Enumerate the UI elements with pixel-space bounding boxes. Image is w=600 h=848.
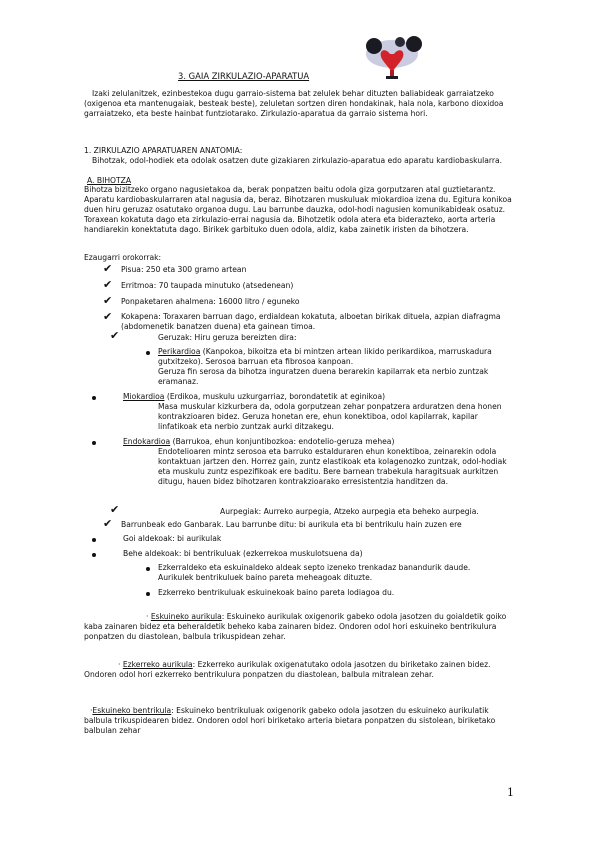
features-label: Ezaugarri orokorrak: [84,253,162,262]
geruzak-label: Geruzak: Hiru geruza bereizten dira: [158,333,297,342]
perikardioa-text: (Kanpokoa, bikoitza eta bi mintzen artean likido perikardikoa, marruskadura gutxitzeko). Serosoa barruan eta fibrosoa kanpoan. [158,347,492,366]
check-icon: ✔ [103,517,113,530]
miokardioa-item [123,392,385,402]
heart-clipart-icon [362,32,426,82]
perikardioa-term: Perikardioa [158,347,201,356]
check-icon: ✔ [103,278,113,291]
page-title: 3. GAIA ZIRKULAZIO-APARATUA [178,71,310,81]
paragraph-text: : Eskuineko bentrikuluak oxigenorik gabeko odola jasotzen du eskuineko aurikulatik balbula trikuspidearen bidez. Ondoren odol hori biriketako arteria bietara ponpatzen du sistolean, biriketako balbulan zehar [84,706,496,735]
bullet-icon [92,441,96,445]
eskuineko-bentrikula-paragraph [84,706,514,736]
miokardioa-detail: Masa muskular kizkurbera da, odola gorputzean zehar ponpatzera arduratzen dena honen kontrakzioaren bidez. Geruza honetan ere, ehun konektiboa, odol kapilarrak, kapilar linfatikoak eta nerbio zuntzak aurki ditzakegu. [158,402,502,431]
check-icon: ✔ [103,262,113,275]
endokardioa-text: (Barrukoa, ehun konjuntibozkoa: endotelio-geruza mehea) [170,437,395,446]
feature-item: Pisua: 250 eta 300 gramo artean [121,265,247,274]
paragraph-prefix: · [118,660,123,669]
behe-sub-item: Ezkerreko bentrikuluak eskuinekoak baino pareta lodiagoa du. [158,588,395,597]
paragraph-text: : Ezkerreko aurikulak oxigenatutako odola jasotzen du biriketako zainen bidez. Ondoren odol hori ezkerreko bentrikulura ponpatzen du diastolean, balbula mitralean zehar. [84,660,491,679]
ezkerreko-aurikula-paragraph [84,660,514,680]
endokardioa-item [123,437,394,447]
bullet-icon [92,553,96,557]
paragraph-term: Eskuineko bentrikula [92,706,172,715]
paragraph-text: : Eskuineko aurikulak oxigenorik gabeko odola jasotzen du goialdetik goiko kaba zainaren bidez eta beheraldetik beheko kaba zainaren bidez. Ondoren odol hori eskuineko bentrikulura ponpatzen du diastolean, balbula trikuspidean zehar. [84,612,507,641]
feature-item: Ponpaketaren ahalmena: 16000 litro / eguneko [121,297,300,306]
feature-item: Kokapena: Toraxaren barruan dago, erdialdean kokatuta, alboetan birikak dituela, azpian diafragma (abdomenetik banatzen duena) eta gainean timoa. [121,312,501,331]
check-icon: ✔ [103,294,113,307]
eskuineko-aurikula-paragraph [84,612,514,642]
bihotza-paragraph: Bihotza bizitzeko organo nagusietakoa da, berak ponpatzen baitu odola giza gorputzaren atal guztietarantz. Aparatu kardiobaskularraren atal nagusia da, beraz. Bihotzaren muskuluak miokardioa izena du. Egitura konikoa duen hiru geruzaz osatutako organoa dugu. Lau barrunbe dauzka, odol-hodi nagusien komunikabideak osatuz. Toraxean kokatuta dago eta zirkulazio-errai nagusia da. Bihotzetik odola atera eta biderazteko, aorta arteria handiarekin konektatuta dago. Birikek garbituko duen odola, aldiz, kaba zainetik iristen da bihotzera. [84,185,512,234]
intro-paragraph: Izaki zelulanitzek, ezinbestekoa dugu garraio-sistema bat zelulek behar dituzten baliabideak garraiatzeko (oxigenoa eta mantenugaiak, besteak beste), zeluletan sortzen diren hondakinak, hala nola, karbono dioxidoa garraiatzeko, eta beste hainbat funtziotarako. Zirkulazio-aparatua da garraio sistema hori. [84,89,504,118]
paragraph-prefix: · [90,706,93,715]
check-icon: ✔ [103,310,113,323]
bullet-icon [146,351,150,355]
section-heading: 1. ZIRKULAZIO APARATUAREN ANATOMIA: [84,146,243,155]
page-number: 1 [507,786,514,799]
check-icon: ✔ [110,329,120,342]
bullet-icon [92,396,96,400]
goi-item: Goi aldekoak: bi aurikulak [123,534,222,543]
heart-clipart-image [362,32,426,82]
barrunbeak-item: Barrunbeak edo Ganbarak. Lau barrunbe ditu: bi aurikula eta bi bentrikulu hain zuzen ere [121,520,462,529]
aurpegiak-item: Aurpegiak: Aurreko aurpegia, Atzeko aurpegia eta beheko aurpegia. [220,507,479,516]
bullet-icon [92,538,96,542]
section-lead: Bihotzak, odol-hodiek eta odolak osatzen dute gizakiaren zirkulazio-aparatua edo aparatu kardiobaskularra. [92,156,503,165]
feature-item: Erritmoa: 70 taupada minutuko (atsedenean) [121,281,294,290]
perikardioa-item [158,347,510,367]
behe-item: Behe aldekoak: bi bentrikuluak (ezkerrekoa muskulotsuena da) [123,549,363,558]
bullet-icon [146,592,150,596]
paragraph-term: Ezkerreko aurikula [122,660,193,669]
check-icon: ✔ [110,503,120,516]
behe-sub-item: Ezkerraldeko eta eskuinaldeko aldeak septo izeneko trenkadaz banandurik daude. Aurikulek bentrikuluek baino pareta meheagoak dituzte. [158,563,471,582]
bullet-icon [146,567,150,571]
paragraph-prefix: · [146,612,151,621]
endokardioa-detail: Endotelioaren mintz serosoa eta barruko estalduraren ehun konektiboa, zeinarekin odola kontaktuan jartzen den. Horrez gain, zuntz elastikoak eta kolagenozko zuntzak, odol-hodiak eta muskulu zuntz espezifikoak ere baditu. Bere barnean trabekula haragitsuak aurkitzen ditugu, hauen bidez bihotzaren kontrakzioarako erresistentzia handitzen da. [158,447,507,486]
miokardioa-term: Miokardioa [123,392,165,401]
miokardioa-text: (Erdikoa, muskulu uzkurgarriaz, borondatetik at eginikoa) [164,392,386,401]
perikardioa-detail: Geruza fin serosa da bihotza inguratzen duena berarekin kapilarrak eta nerbio zuntzak eramanaz. [158,367,489,386]
subheading-bihotza: A. BIHOTZA [87,176,132,185]
paragraph-term: Eskuineko aurikula [150,612,222,621]
endokardioa-term: Endokardioa [123,437,171,446]
